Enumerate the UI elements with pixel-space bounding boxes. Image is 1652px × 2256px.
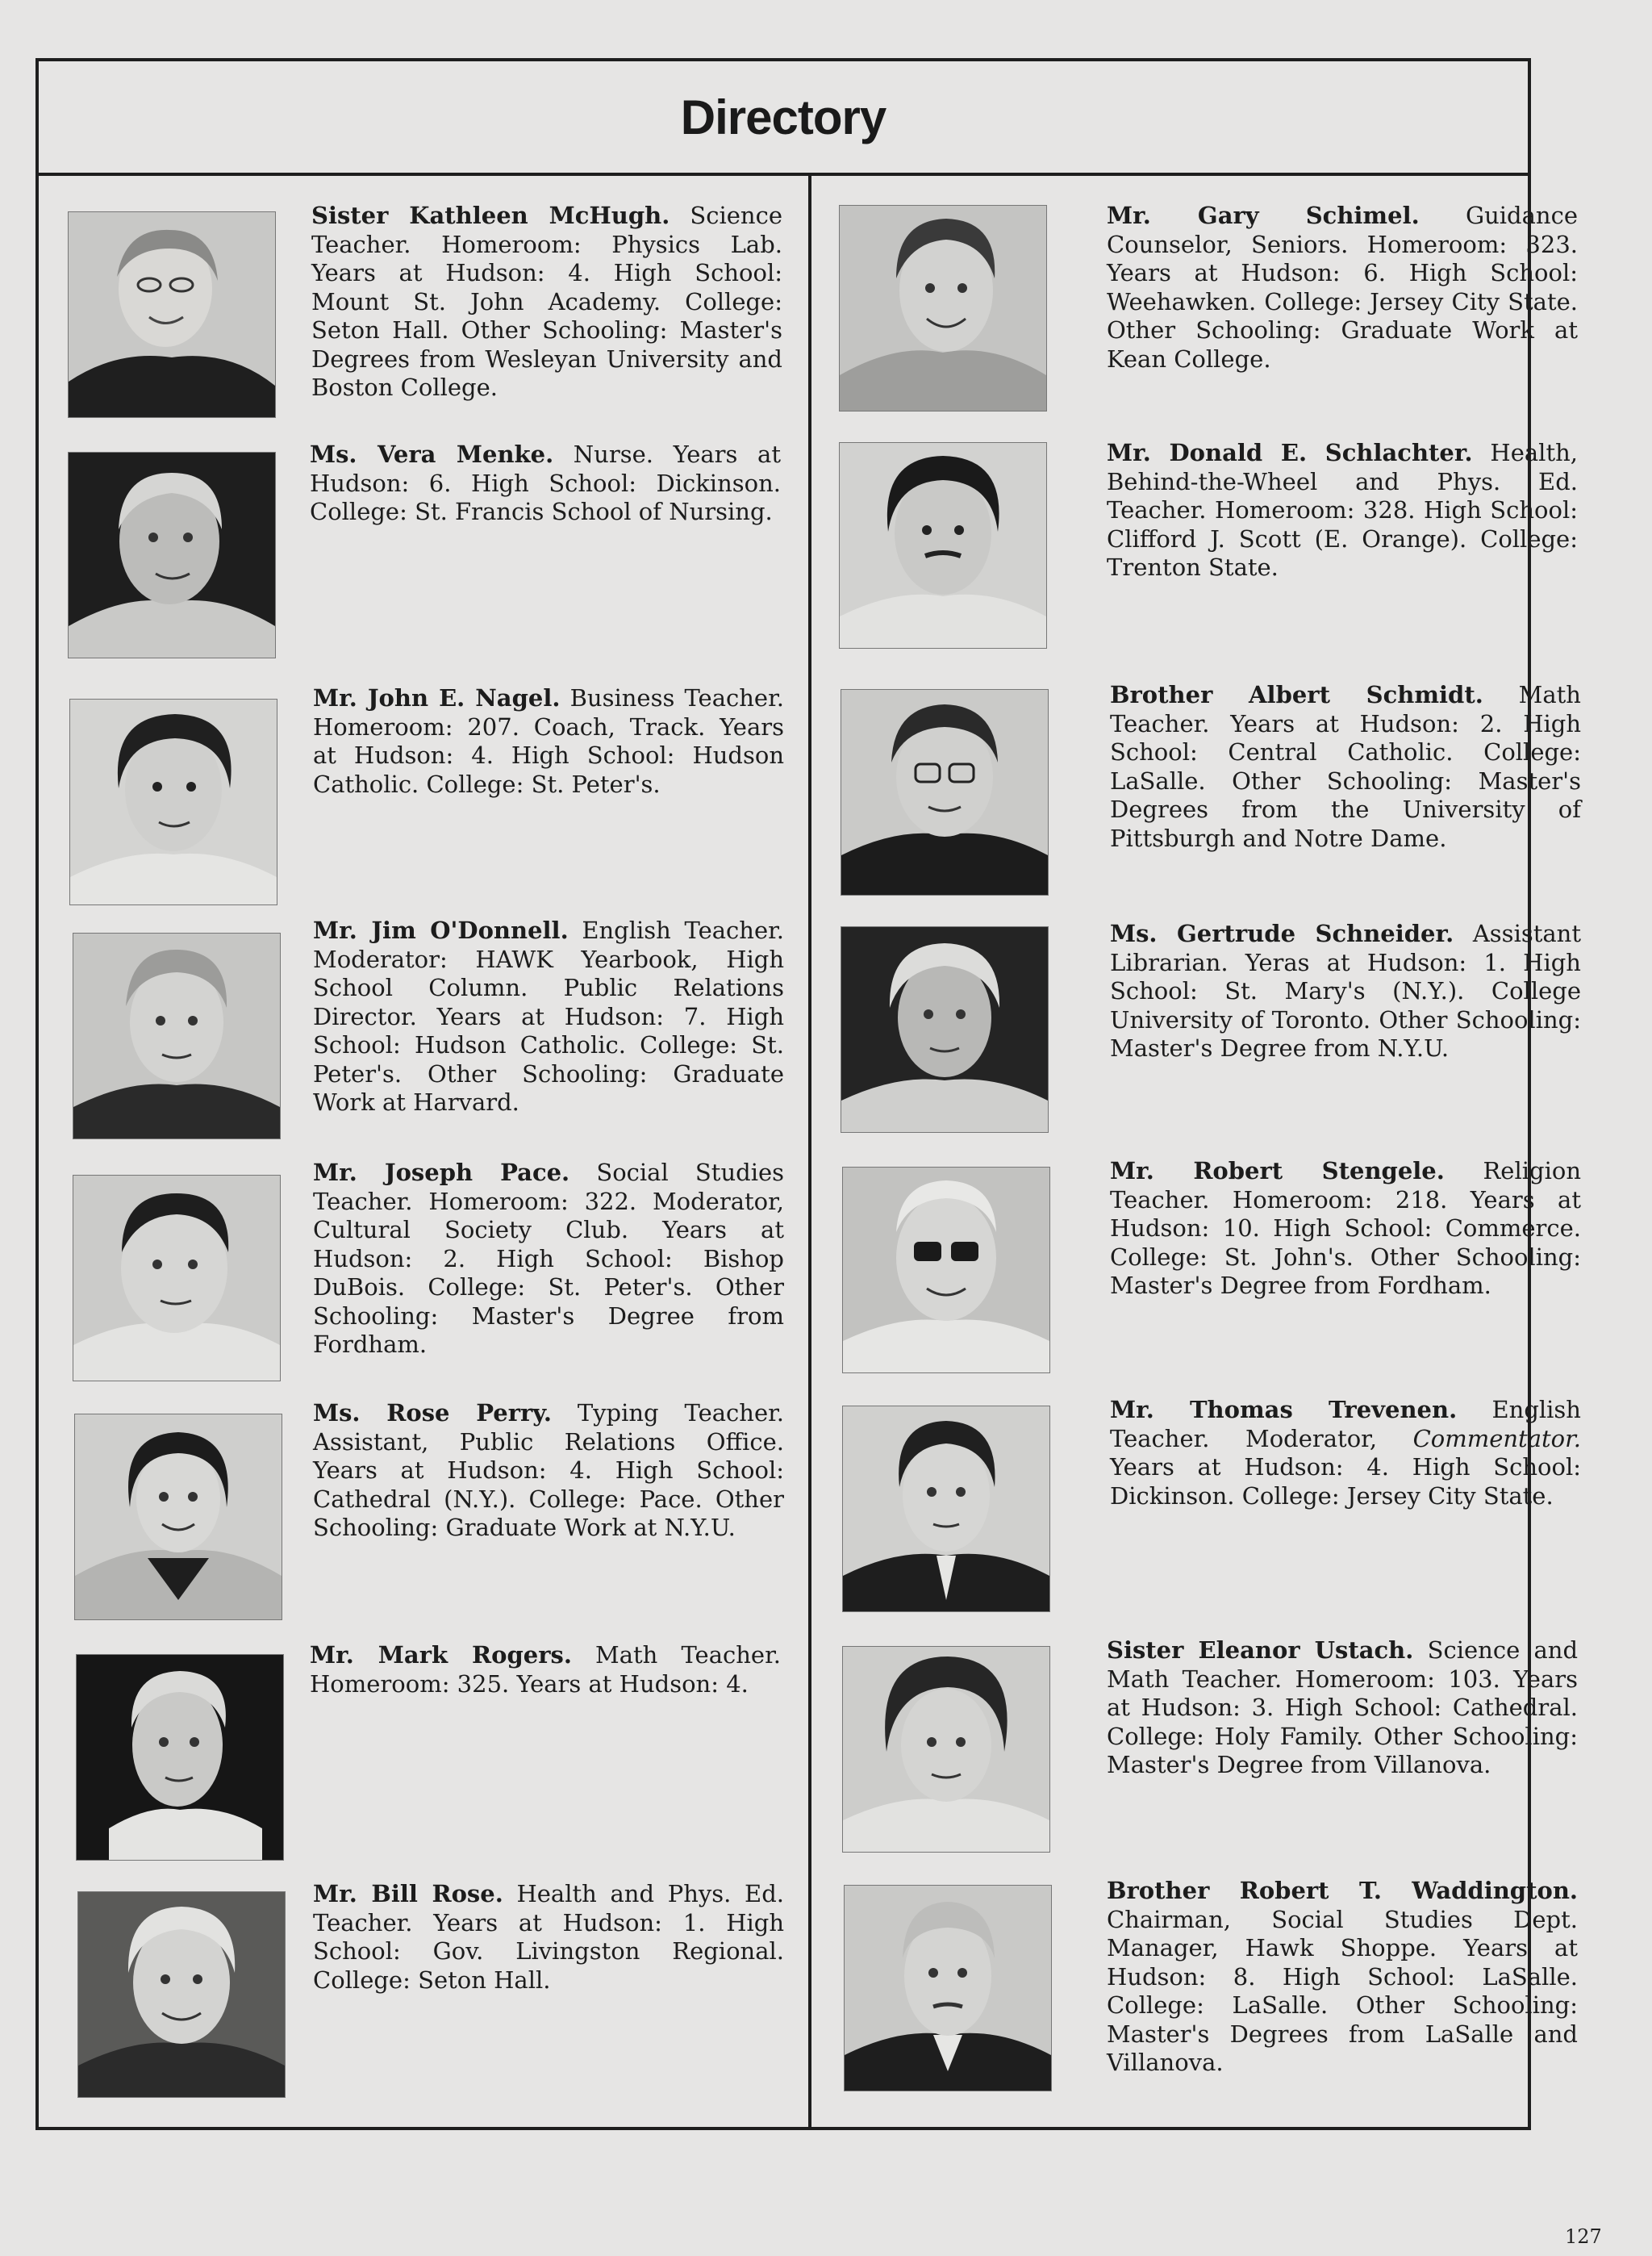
directory-frame xyxy=(35,58,1581,2130)
bio-text xyxy=(1110,920,1581,1063)
portrait-photo xyxy=(839,442,1047,649)
bio-text xyxy=(1110,681,1581,853)
person-details: Typing Teacher. Assistant, Public Relations Office. Years at Hudson: 4. High School: Cathedral (N.Y.). College: Pace. Other Schooling: Graduate Work at N.Y.U. xyxy=(313,1399,785,1541)
page-title: Directory xyxy=(680,90,886,144)
bio-text xyxy=(1107,1877,1578,2078)
bio-text xyxy=(311,202,782,403)
person-name: Mr. Joseph Pace. xyxy=(313,1159,570,1186)
portrait-photo xyxy=(68,211,276,418)
person-name: Ms. Vera Menke. xyxy=(310,441,554,468)
person-name: Mr. John E. Nagel. xyxy=(313,684,561,712)
person-details: Health, Behind-the-Wheel and Phys. Ed. Teacher. Homeroom: 328. High School: Clifford J. Scott (E. Orange). College: Trenton State. xyxy=(1107,439,1578,581)
person-details: Guidance Counselor, Seniors. Homeroom: 323. Years at Hudson: 6. High School: Weehawken. College: Jersey City State. Other Schooling: Graduate Work at Kean College. xyxy=(1107,202,1578,373)
person-details: Social Studies Teacher. Homeroom: 322. Moderator, Cultural Society Club. Years at Hudson: 2. High School: Bishop DuBois. College: St. Peter's. Other Schooling: Master's Degree from Fordham. xyxy=(313,1159,785,1358)
person-details: Chairman, Social Studies Dept. Manager, Hawk Shoppe. Years at Hudson: 8. High School: LaSalle. College: LaSalle. Other Schooling: Master's Degrees from LaSalle and Villanova. xyxy=(1107,1905,1578,2076)
person-details: Nurse. Years at Hudson: 6. High School: Dickinson. College: St. Francis School of Nursing. xyxy=(310,441,781,525)
portrait-photo xyxy=(69,699,277,905)
title-box xyxy=(39,61,1528,176)
portrait-photo xyxy=(76,1654,284,1861)
person-details: Science Teacher. Homeroom: Physics Lab. Years at Hudson: 4. High School: Mount St. John Academy. College: Seton Hall. Other Schooling: Master's Degrees from Wesleyan University and Boston College. xyxy=(311,202,782,401)
portrait-photo xyxy=(73,933,281,1139)
page-number: 127 xyxy=(1565,2225,1602,2248)
person-name: Mr. Gary Schimel. xyxy=(1107,202,1420,229)
bio-text xyxy=(1107,202,1578,374)
bio-text xyxy=(1107,1636,1578,1780)
portrait-photo xyxy=(842,1646,1050,1853)
publication-name: Commentator. xyxy=(1412,1424,1581,1452)
person-details: Business Teacher. Homeroom: 207. Coach, Track. Years at Hudson: 4. High School: Hudson Catholic. College: St. Peter's. xyxy=(313,684,784,798)
person-name: Brother Albert Schmidt. xyxy=(1110,681,1483,708)
person-name: Mr. Thomas Trevenen. xyxy=(1110,1396,1458,1423)
portrait-photo xyxy=(839,205,1047,412)
portrait-photo xyxy=(842,1167,1050,1373)
right-column xyxy=(815,173,1581,2127)
person-details: Science and Math Teacher. Homeroom: 103. Years at Hudson: 3. High School: Cathedral. College: Holy Family. Other Schooling: Master's Degree from Villanova. xyxy=(1107,1636,1579,1778)
bio-text xyxy=(313,684,784,799)
bio-text xyxy=(313,1159,784,1360)
bio-text xyxy=(310,441,781,527)
person-details: English Teacher. Moderator: HAWK Yearbook, High School Column. Public Relations Director. Years at Hudson: 7. High School: Hudson Catholic. College: St. Peter's. Other Schooling: Graduate Work at Harvard. xyxy=(313,917,785,1116)
person-name: Mr. Jim O'Donnell. xyxy=(313,917,569,944)
bio-text xyxy=(1110,1396,1581,1510)
portrait-photo xyxy=(841,926,1049,1133)
person-name: Ms. Rose Perry. xyxy=(313,1399,552,1427)
person-name: Sister Eleanor Ustach. xyxy=(1107,1636,1414,1664)
person-details: English Teacher. Moderator, xyxy=(1110,1396,1581,1452)
person-name: Sister Kathleen McHugh. xyxy=(311,202,670,229)
portrait-photo xyxy=(841,689,1049,896)
person-details: Math Teacher. Homeroom: 325. Years at Hudson: 4. xyxy=(310,1641,781,1698)
person-name: Mr. Robert Stengele. xyxy=(1110,1157,1445,1184)
bio-text xyxy=(313,917,784,1118)
person-name: Mr. Donald E. Schlachter. xyxy=(1107,439,1473,466)
left-column xyxy=(39,173,811,2127)
portrait-photo xyxy=(77,1891,286,2098)
person-details: Religion Teacher. Homeroom: 218. Years at Hudson: 10. High School: Commerce. College: St. John's. Other Schooling: Master's Degree from Fordham. xyxy=(1110,1157,1581,1299)
person-name: Mr. Bill Rose. xyxy=(313,1880,503,1907)
person-name: Ms. Gertrude Schneider. xyxy=(1110,920,1454,947)
portrait-photo xyxy=(842,1406,1050,1612)
portrait-photo xyxy=(68,452,276,658)
bio-text xyxy=(310,1641,781,1698)
person-name: Brother Robert T. Waddington. xyxy=(1107,1877,1578,1904)
portrait-photo xyxy=(74,1414,282,1620)
person-details-continued: Years at Hudson: 4. High School: Dickinson. College: Jersey City State. xyxy=(1110,1453,1581,1510)
portrait-photo xyxy=(844,1885,1052,2091)
bio-text xyxy=(1110,1157,1581,1301)
bio-text xyxy=(313,1399,784,1543)
bio-text xyxy=(1107,439,1578,583)
bio-text xyxy=(313,1880,784,1995)
person-details: Assistant Librarian. Yeras at Hudson: 1. High School: St. Mary's (N.Y.). College University of Toronto. Other Schooling: Master's Degree from N.Y.U. xyxy=(1110,920,1581,1062)
person-details: Math Teacher. Years at Hudson: 2. High School: Central Catholic. College: LaSalle. Other Schooling: Master's Degrees from the University of Pittsburgh and Notre Dame. xyxy=(1110,681,1581,852)
portrait-photo xyxy=(73,1175,281,1381)
person-details: Health and Phys. Ed. Teacher. Years at Hudson: 1. High School: Gov. Livingston Regional. College: Seton Hall. xyxy=(313,1880,784,1994)
person-name: Mr. Mark Rogers. xyxy=(310,1641,572,1669)
